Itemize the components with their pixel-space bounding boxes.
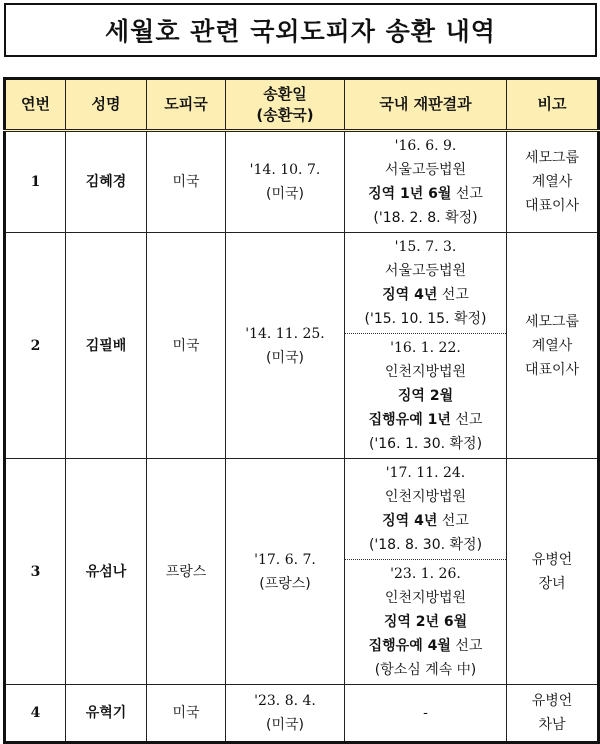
result-date: '16. 6. 9.	[394, 138, 457, 154]
result-court: 서울고등법원	[384, 263, 467, 279]
sentence-suffix: 선고	[437, 287, 469, 303]
result-sentence	[345, 384, 506, 408]
row-date	[226, 131, 345, 233]
remark-line: 계열사	[531, 337, 573, 354]
result-block	[345, 233, 506, 333]
probation-suffix: 선고	[450, 638, 483, 654]
header-result: 국내 재판결과	[345, 79, 507, 131]
probation-bold: 집행유예 1년	[368, 412, 451, 428]
probation-suffix: 선고	[450, 412, 483, 428]
row-no: 4	[5, 685, 66, 743]
table-header-row	[5, 79, 599, 131]
row-results	[345, 459, 507, 685]
result-status: ('18. 2. 8. 확정)	[373, 210, 478, 226]
header-name: 성명	[66, 79, 147, 131]
sentence-bold: 징역 1년 6월	[368, 186, 452, 202]
result-probation	[345, 408, 506, 432]
result-block	[345, 132, 506, 232]
table-row	[5, 685, 599, 743]
row-name: 김혜경	[66, 131, 147, 233]
table-row	[5, 233, 599, 459]
repatriation-date: '17. 6. 7.	[254, 551, 316, 568]
remark-line: 세모그룹	[524, 150, 580, 166]
table-row	[5, 459, 599, 685]
sentence-bold: 징역 2년 6월	[383, 614, 468, 630]
row-remark	[507, 459, 599, 685]
result-status: ('15. 10. 15. 확정)	[364, 311, 487, 327]
header-date-line1: 송환일	[263, 85, 307, 104]
sentence-suffix: 선고	[451, 186, 483, 202]
repatriation-date: '23. 8. 4.	[254, 693, 316, 709]
repatriation-date: '14. 11. 25.	[245, 325, 325, 342]
remark-line: 차남	[538, 717, 566, 733]
result-court: 인천지방법원	[384, 489, 467, 505]
repatriation-country: (미국)	[266, 186, 304, 202]
remark-line: 세모그룹	[524, 313, 580, 330]
result-date: '17. 11. 24.	[385, 465, 466, 481]
result-block	[345, 459, 506, 559]
remark-line: 유병언	[531, 693, 573, 709]
result-date: '15. 7. 3.	[394, 239, 457, 255]
remark-line: 대표이사	[524, 361, 580, 378]
result-sentence	[345, 509, 506, 533]
repatriation-table	[3, 77, 600, 744]
result-block	[345, 559, 506, 684]
row-date	[226, 459, 345, 685]
result-status: ('18. 8. 30. 확정)	[368, 537, 483, 553]
page-title: 세월호 관련 국외도피자 송환 내역	[105, 17, 496, 46]
repatriation-date: '14. 10. 7.	[249, 162, 321, 178]
remark-line: 계열사	[531, 174, 573, 190]
header-no: 연번	[5, 79, 66, 131]
result-sentence	[345, 283, 506, 307]
row-results	[345, 233, 507, 459]
sentence-bold: 징역 2월	[397, 388, 454, 404]
result-date: '23. 1. 26.	[390, 566, 461, 582]
table-row	[5, 131, 599, 233]
row-date	[226, 685, 345, 743]
row-country: 미국	[147, 685, 226, 743]
result-court: 인천지방법원	[384, 590, 467, 606]
result-sentence	[345, 610, 506, 634]
result-date: '16. 1. 22.	[390, 340, 461, 356]
row-no: 1	[5, 131, 66, 233]
header-country: 도피국	[147, 79, 226, 131]
row-country: 미국	[147, 233, 226, 459]
probation-bold: 집행유예 4월	[368, 638, 451, 654]
header-date	[226, 79, 345, 131]
row-name: 유섬나	[66, 459, 147, 685]
row-remark	[507, 233, 599, 459]
result-sentence	[345, 182, 506, 206]
result-status: (항소심 계속 中)	[374, 662, 477, 678]
row-no: 2	[5, 233, 66, 459]
sentence-suffix: 선고	[437, 513, 469, 529]
sentence-bold: 징역 4년	[382, 513, 438, 529]
row-name: 유혁기	[66, 685, 147, 743]
result-court: 인천지방법원	[384, 364, 467, 380]
row-results	[345, 131, 507, 233]
sentence-bold: 징역 4년	[382, 287, 438, 303]
repatriation-country: (미국)	[266, 717, 304, 733]
remark-line: 장녀	[538, 575, 566, 592]
row-country: 프랑스	[147, 459, 226, 685]
row-no: 3	[5, 459, 66, 685]
row-remark	[507, 685, 599, 743]
result-probation	[345, 634, 506, 658]
repatriation-country: (프랑스)	[259, 575, 311, 592]
header-date-line2: (송환국)	[256, 105, 314, 124]
row-remark	[507, 131, 599, 233]
header-remark: 비고	[507, 79, 599, 131]
repatriation-country: (미국)	[266, 349, 304, 366]
title-box	[4, 3, 597, 57]
remark-line: 대표이사	[524, 198, 580, 214]
result-block	[345, 333, 506, 458]
remark-line: 유병언	[531, 551, 573, 568]
result-status: ('16. 1. 30. 확정)	[368, 436, 483, 452]
row-date	[226, 233, 345, 459]
row-results-none: -	[345, 685, 507, 743]
result-court: 서울고등법원	[384, 162, 467, 178]
row-country: 미국	[147, 131, 226, 233]
row-name: 김필배	[66, 233, 147, 459]
